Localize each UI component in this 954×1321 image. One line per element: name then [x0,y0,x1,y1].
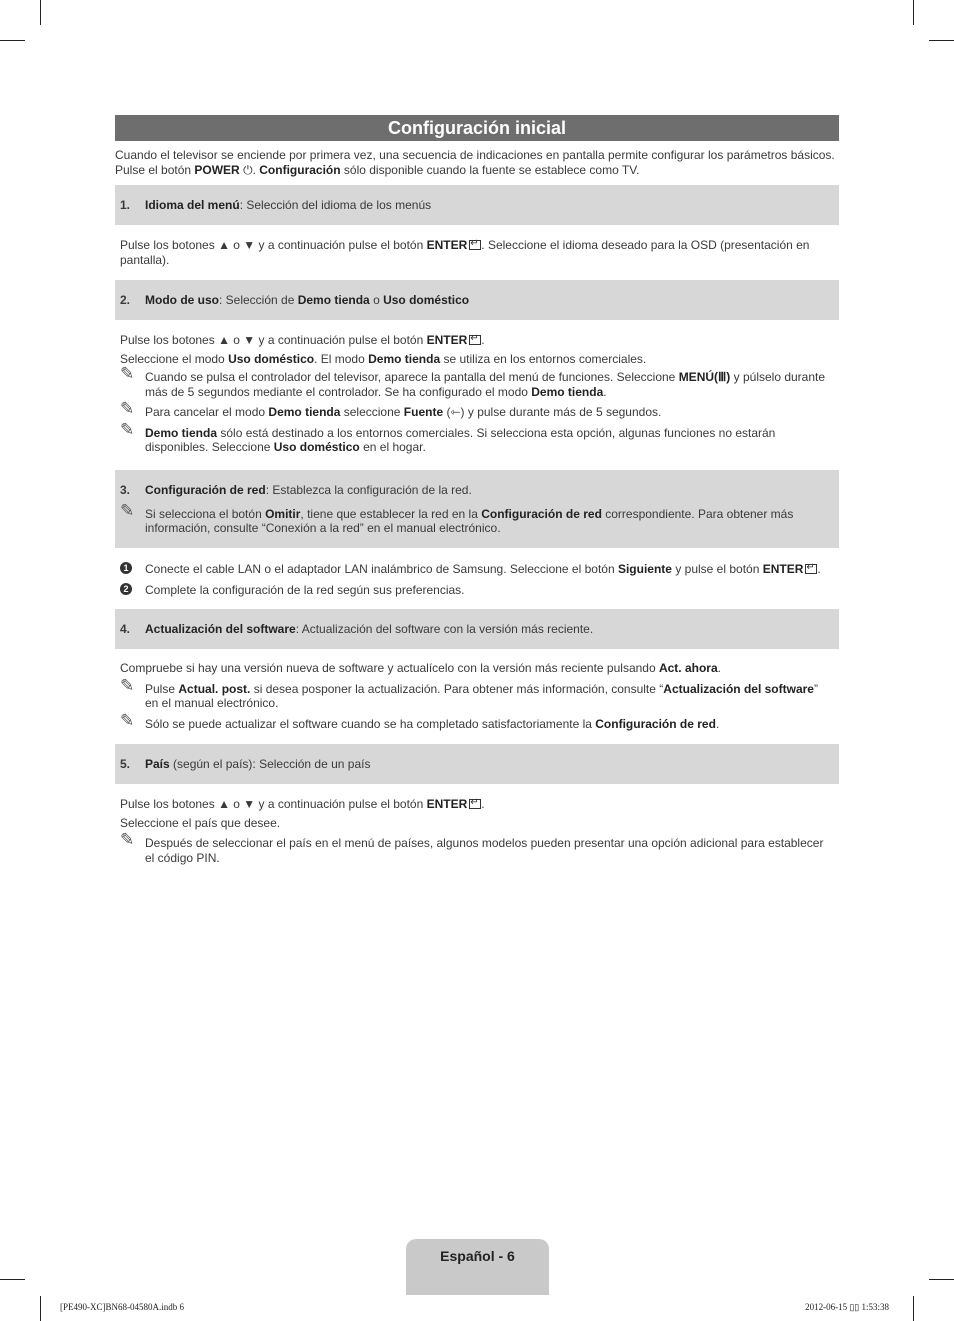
number-badge: 2 [120,583,132,595]
step-2-line-2: Seleccione el modo Uso doméstico. El modo Demo tienda se utiliza en los entornos comerciales. [120,351,647,366]
step-header-4: 4. Actualización del software: Actualización del software con la versión más reciente. [115,609,839,649]
pencil-icon: ✎ [120,399,135,418]
power-icon: ⏻ [243,162,253,177]
intro-text [115,148,845,177]
menu-icon: (Ⅲ) [714,370,731,384]
print-date: 2012-06-15 ▯▯ 1:53:38 [805,1302,889,1312]
note-2: ✎ Para cancelar el modo Demo tienda seleccione Fuente (⇽) y pulse durante más de 5 segundos. [120,399,662,419]
step-2-instruction: Pulse los botones ▲ o ▼ y a continuación pulse el botón ENTER↵ . [120,333,834,348]
note-2: ✎ Sólo se puede actualizar el software cuando se ha completado satisfactoriamente la Configuración de red. [120,710,720,731]
enter-icon [469,799,481,809]
page-number: Español - 6 [440,1248,515,1264]
crop-mark [40,1296,41,1321]
page-title: Configuración inicial [387,118,566,138]
crop-mark [913,1296,914,1321]
pencil-icon: ✎ [120,710,135,730]
section-title-bar [115,115,839,141]
page-number-tab [406,1239,549,1295]
step-header-5: 5. País (según el país): Selección de un país [115,744,839,784]
pencil-icon: ✎ [120,830,135,849]
step-5-line-2: Seleccione el país que desee. [120,815,281,830]
pencil-icon: ✎ [120,364,135,383]
note-1: ✎ Cuando se pulsa el controlador del televisor, aparece la pantalla del menú de funciones. Seleccione MENÚ(Ⅲ) y púlselo durante más de 5 segundos mediante el controlador. Se ha configurado el modo Demo tienda. [120,364,826,399]
step-4-body [120,661,834,737]
step-1-body [120,238,834,271]
note-1: ✎ Después de seleccionar el país en el menú de países, algunos modelos pueden presentar una opción adicional para establecer el código PIN. [120,830,824,865]
list-item: 2 Complete la configuración de la red según sus preferencias. [120,583,834,598]
pencil-icon: ✎ [120,500,135,520]
step-5-instruction: Pulse los botones ▲ o ▼ y a continuación pulse el botón ENTER↵ . [120,797,834,812]
pencil-icon: ✎ [120,419,135,439]
source-icon: (⇽) [443,405,465,419]
crop-mark [0,1279,25,1280]
step-3-note: ✎ Si selecciona el botón Omitir, tiene que establecer la red en la Configuración de red correspondiente. Para obtener más información, consulte “Conexión a la red” en el manual electrónico. [120,500,794,535]
list-item: 1 Conecte el cable LAN o el adaptador LAN inalámbrico de Samsung. Seleccione el botón Siguiente y pulse el botón ENTER↵ . [120,562,834,577]
enter-icon [805,564,817,574]
step-header-2: 2. Modo de uso: Selección de Demo tienda o Uso doméstico [115,280,839,320]
crop-mark [913,0,914,25]
note-1: ✎ Pulse Actual. post. si desea posponer la actualización. Para obtener más información, consulte “Actualización del software” en el manual electrónico. [120,675,818,710]
number-badge: 1 [120,562,132,574]
intro-line-2: Pulse el botón POWER ⏻. Configuración sólo disponible cuando la fuente se establece como TV. [115,162,640,177]
step-header-3: 3. Configuración de red: Establezca la configuración de la red. ✎ Si selecciona el botón Omitir, tiene que establecer la red en la Configuración de red correspondiente. Para obtener más información, consulte “Conexión a la red” en el manual electrónico. [115,470,839,548]
step-4-line: Compruebe si hay una versión nueva de software y actualícelo con la versión más reciente pulsando Act. ahora. [120,661,721,675]
crop-mark [0,40,25,41]
pencil-icon: ✎ [120,675,135,695]
step-5-body [120,797,834,871]
crop-mark [40,0,41,25]
note-3: ✎ Demo tienda sólo está destinado a los entornos comerciales. Si selecciona esta opción, algunas funciones no estarán disponibles. Seleccione Uso doméstico en el hogar. [120,419,776,454]
file-name: [PE490-XC]BN68-04580A.indb 6 [60,1302,184,1312]
crop-mark [929,1279,954,1280]
step-2-body [120,333,834,461]
step-1-instruction: Pulse los botones ▲ o ▼ y a continuación pulse el botón ENTER↵ . Seleccione el idioma deseado para la OSD (presentación en pantalla). [120,238,834,267]
step-header-1: 1. Idioma del menú: Selección del idioma de los menús [115,185,839,225]
crop-mark [929,40,954,41]
intro-line-1: Cuando el televisor se enciende por primera vez, una secuencia de indicaciones en pantalla permite configurar los parámetros básicos. [115,148,835,162]
step-3-body [120,562,834,603]
enter-icon [469,335,481,345]
enter-icon [469,240,481,250]
